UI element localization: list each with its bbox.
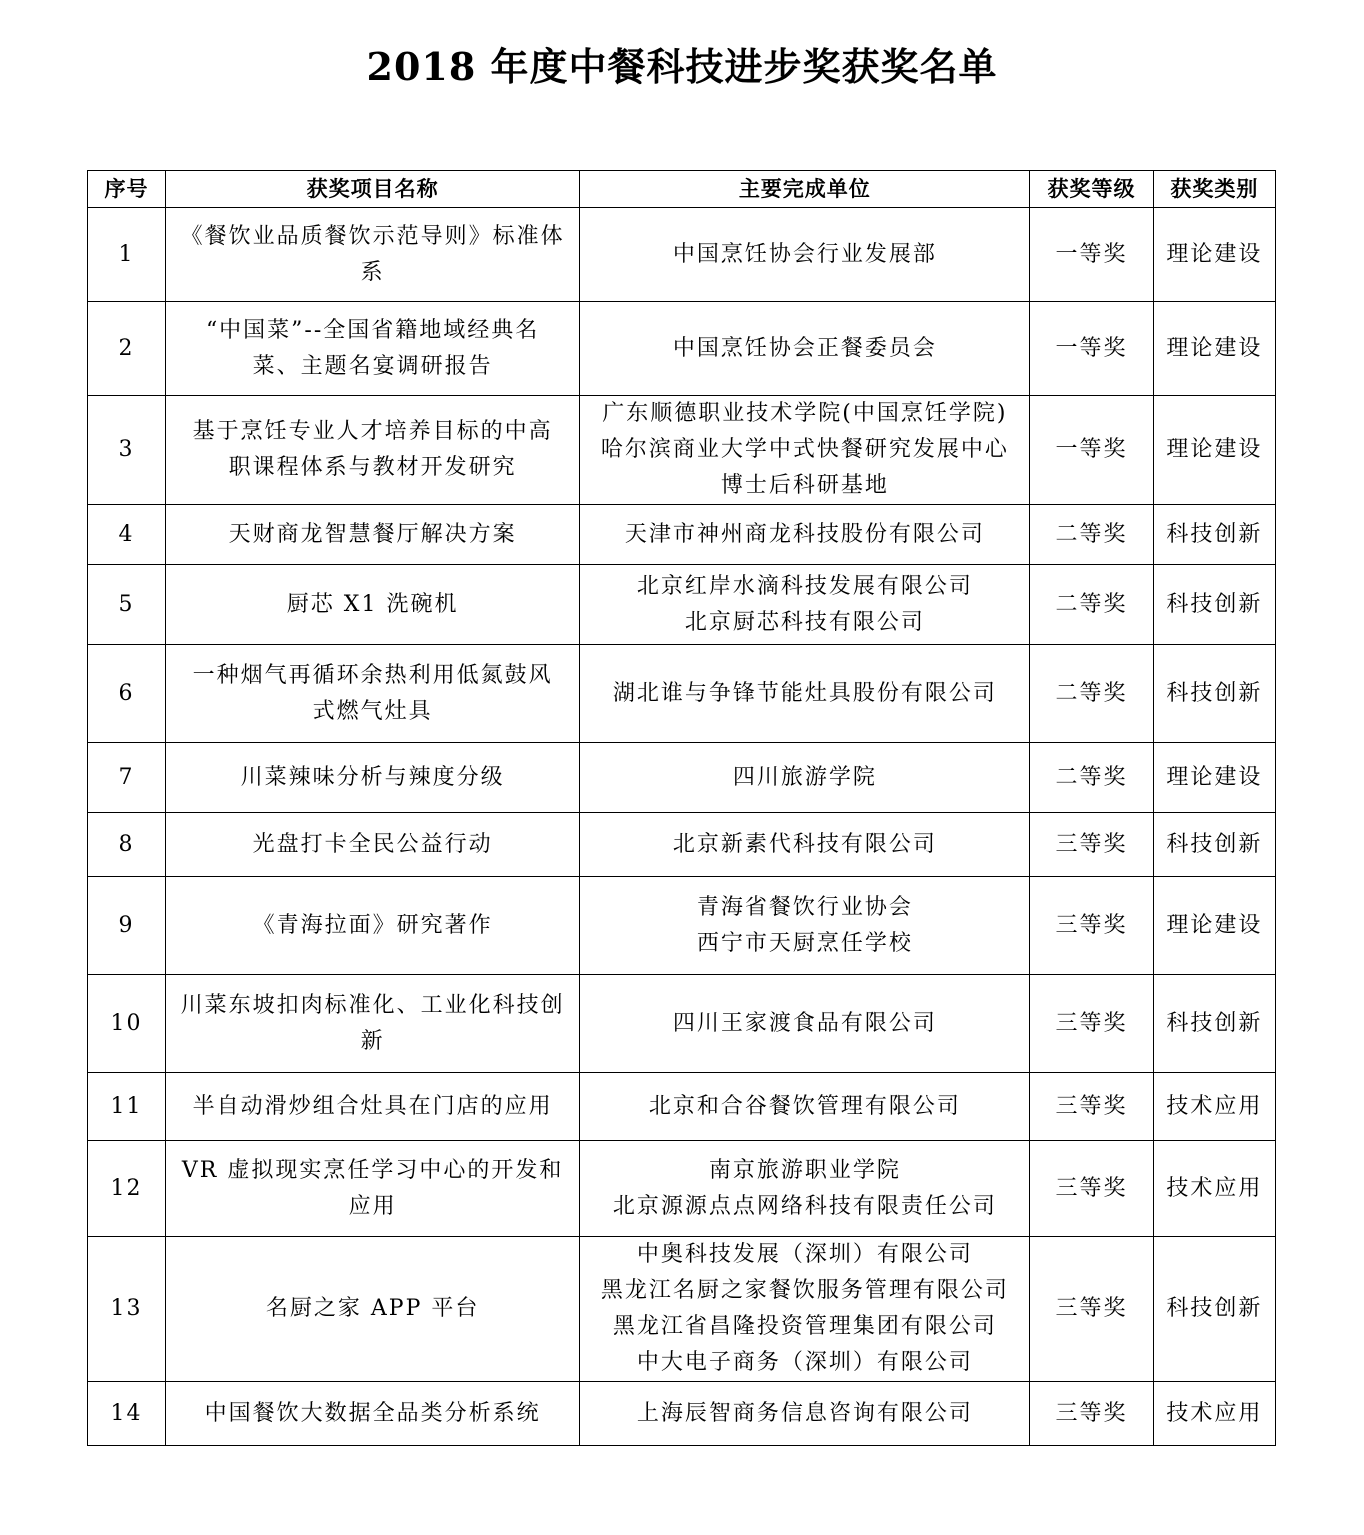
unit-cell bbox=[580, 505, 1030, 565]
row-number: 8 bbox=[88, 813, 166, 877]
unit-name-line: 哈尔滨商业大学中式快餐研究发展中心 bbox=[600, 437, 1009, 462]
project-name-line: 光盘打卡全民公益行动 bbox=[252, 831, 493, 857]
table-row bbox=[88, 1237, 1276, 1382]
project-name-line: 应用 bbox=[348, 1193, 397, 1219]
award-category: 技术应用 bbox=[1153, 1073, 1275, 1141]
unit-cell bbox=[580, 208, 1030, 302]
unit-name-line: 中大电子商务（深圳）有限公司 bbox=[636, 1350, 973, 1375]
award-category: 科技创新 bbox=[1153, 505, 1275, 565]
award-level: 一等奖 bbox=[1030, 208, 1153, 302]
project-name-cell bbox=[166, 1073, 580, 1141]
header-level: 获奖等级 bbox=[1030, 171, 1153, 208]
unit-name-line: 中国烹饪协会行业发展部 bbox=[672, 241, 937, 267]
table-body bbox=[88, 208, 1276, 1446]
project-name-line: 川菜辣味分析与辣度分级 bbox=[240, 764, 505, 790]
project-name-cell bbox=[166, 1141, 580, 1237]
project-name-line: 《餐饮业品质餐饮示范导则》标准体 bbox=[180, 223, 565, 249]
project-name-line: 职课程体系与教材开发研究 bbox=[228, 455, 517, 480]
unit-name-line: 北京和合谷餐饮管理有限公司 bbox=[648, 1093, 961, 1119]
row-number: 7 bbox=[88, 743, 166, 813]
unit-name-line: 黑龙江省昌隆投资管理集团有限公司 bbox=[612, 1314, 997, 1339]
row-number: 6 bbox=[88, 645, 166, 743]
award-category: 科技创新 bbox=[1153, 565, 1275, 645]
project-name-line: 半自动滑炒组合灶具在门店的应用 bbox=[192, 1093, 553, 1119]
unit-name-line: 博士后科研基地 bbox=[720, 473, 889, 498]
award-level: 二等奖 bbox=[1030, 743, 1153, 813]
award-category: 理论建设 bbox=[1153, 743, 1275, 813]
project-name-line: 式燃气灶具 bbox=[312, 698, 433, 724]
project-name-line: 天财商龙智慧餐厅解决方案 bbox=[228, 521, 517, 547]
award-level: 三等奖 bbox=[1030, 877, 1153, 975]
award-category: 理论建设 bbox=[1153, 302, 1275, 396]
project-name-line: “中国菜”--全国省籍地域经典名 bbox=[205, 317, 540, 343]
awards-table bbox=[87, 170, 1276, 1446]
project-name-line: 新 bbox=[360, 1028, 385, 1054]
row-number: 10 bbox=[88, 975, 166, 1073]
unit-name-line: 南京旅游职业学院 bbox=[708, 1157, 901, 1183]
award-level: 一等奖 bbox=[1030, 396, 1153, 505]
table-row bbox=[88, 1141, 1276, 1237]
unit-cell bbox=[580, 396, 1030, 505]
table-row bbox=[88, 975, 1276, 1073]
unit-name-line: 青海省餐饮行业协会 bbox=[696, 894, 913, 920]
table-row bbox=[88, 1382, 1276, 1446]
award-level: 三等奖 bbox=[1030, 1237, 1153, 1382]
table-row bbox=[88, 565, 1276, 645]
table-row bbox=[88, 743, 1276, 813]
unit-name-line: 天津市神州商龙科技股份有限公司 bbox=[624, 521, 985, 547]
award-category: 理论建设 bbox=[1153, 396, 1275, 505]
award-level: 三等奖 bbox=[1030, 1073, 1153, 1141]
award-level: 三等奖 bbox=[1030, 975, 1153, 1073]
unit-name-line: 黑龙江名厨之家餐饮服务管理有限公司 bbox=[600, 1278, 1009, 1303]
unit-cell bbox=[580, 1237, 1030, 1382]
project-name-line: 基于烹饪专业人才培养目标的中高 bbox=[192, 419, 553, 444]
project-name-cell bbox=[166, 877, 580, 975]
unit-name-line: 中奥科技发展（深圳）有限公司 bbox=[636, 1242, 973, 1267]
unit-name-line: 北京红岸水滴科技发展有限公司 bbox=[636, 573, 973, 599]
project-name-line: 厨芯 X1 洗碗机 bbox=[286, 591, 459, 617]
award-category: 理论建设 bbox=[1153, 877, 1275, 975]
unit-cell bbox=[580, 877, 1030, 975]
award-category: 理论建设 bbox=[1153, 208, 1275, 302]
table-row bbox=[88, 396, 1276, 505]
project-name-cell bbox=[166, 505, 580, 565]
award-category: 技术应用 bbox=[1153, 1382, 1275, 1446]
table-row bbox=[88, 1073, 1276, 1141]
header-no: 序号 bbox=[88, 171, 166, 208]
header-category: 获奖类别 bbox=[1153, 171, 1275, 208]
unit-cell bbox=[580, 1073, 1030, 1141]
row-number: 14 bbox=[88, 1382, 166, 1446]
row-number: 1 bbox=[88, 208, 166, 302]
unit-cell bbox=[580, 975, 1030, 1073]
award-category: 科技创新 bbox=[1153, 645, 1275, 743]
row-number: 12 bbox=[88, 1141, 166, 1237]
project-name-cell bbox=[166, 1237, 580, 1382]
unit-cell bbox=[580, 1382, 1030, 1446]
table-header bbox=[88, 171, 1276, 208]
table-row bbox=[88, 645, 1276, 743]
header-project: 获奖项目名称 bbox=[166, 171, 580, 208]
unit-cell bbox=[580, 565, 1030, 645]
project-name-cell bbox=[166, 302, 580, 396]
unit-cell bbox=[580, 1141, 1030, 1237]
project-name-line: 名厨之家 APP 平台 bbox=[265, 1296, 480, 1321]
project-name-cell bbox=[166, 565, 580, 645]
table-row bbox=[88, 505, 1276, 565]
award-level: 三等奖 bbox=[1030, 813, 1153, 877]
unit-cell bbox=[580, 302, 1030, 396]
award-level: 二等奖 bbox=[1030, 645, 1153, 743]
award-level: 一等奖 bbox=[1030, 302, 1153, 396]
unit-name-line: 北京新素代科技有限公司 bbox=[672, 831, 937, 857]
project-name-line: 菜、主题名宴调研报告 bbox=[252, 353, 493, 379]
header-unit: 主要完成单位 bbox=[580, 171, 1030, 208]
unit-cell bbox=[580, 645, 1030, 743]
row-number: 2 bbox=[88, 302, 166, 396]
unit-name-line: 北京源源点点网络科技有限责任公司 bbox=[612, 1193, 997, 1219]
row-number: 13 bbox=[88, 1237, 166, 1382]
project-name-line: VR 虚拟现实烹任学习中心的开发和 bbox=[181, 1157, 564, 1183]
unit-name-line: 北京厨芯科技有限公司 bbox=[684, 609, 925, 635]
project-name-cell bbox=[166, 975, 580, 1073]
table-row bbox=[88, 302, 1276, 396]
project-name-cell bbox=[166, 645, 580, 743]
row-number: 4 bbox=[88, 505, 166, 565]
unit-name-line: 上海辰智商务信息咨询有限公司 bbox=[636, 1400, 973, 1426]
unit-name-line: 中国烹饪协会正餐委员会 bbox=[672, 335, 937, 361]
table-row bbox=[88, 877, 1276, 975]
award-category: 科技创新 bbox=[1153, 1237, 1275, 1382]
unit-name-line: 广东顺德职业技术学院(中国烹饪学院) bbox=[602, 401, 1008, 426]
unit-name-line: 四川王家渡食品有限公司 bbox=[672, 1010, 937, 1036]
unit-name-line: 西宁市天厨烹任学校 bbox=[696, 930, 913, 956]
project-name-line: 中国餐饮大数据全品类分析系统 bbox=[204, 1400, 541, 1426]
project-name-cell bbox=[166, 1382, 580, 1446]
award-level: 三等奖 bbox=[1030, 1382, 1153, 1446]
project-name-cell bbox=[166, 743, 580, 813]
project-name-line: 系 bbox=[360, 259, 385, 285]
page-title: 2018 年度中餐科技进步奖获奖名单 bbox=[366, 44, 998, 89]
row-number: 5 bbox=[88, 565, 166, 645]
unit-name-line: 四川旅游学院 bbox=[732, 764, 877, 790]
unit-cell bbox=[580, 743, 1030, 813]
award-level: 二等奖 bbox=[1030, 505, 1153, 565]
project-name-line: 川菜东坡扣肉标准化、工业化科技创 bbox=[180, 992, 565, 1018]
row-number: 9 bbox=[88, 877, 166, 975]
award-level: 三等奖 bbox=[1030, 1141, 1153, 1237]
unit-cell bbox=[580, 813, 1030, 877]
table-row bbox=[88, 813, 1276, 877]
project-name-cell bbox=[166, 396, 580, 505]
unit-name-line: 湖北谁与争锋节能灶具股份有限公司 bbox=[612, 680, 997, 706]
table-row bbox=[88, 208, 1276, 302]
project-name-line: 一种烟气再循环余热利用低氮鼓风 bbox=[192, 662, 553, 688]
row-number: 11 bbox=[88, 1073, 166, 1141]
project-name-cell bbox=[166, 813, 580, 877]
project-name-line: 《青海拉面》研究著作 bbox=[252, 912, 493, 938]
row-number: 3 bbox=[88, 396, 166, 505]
award-category: 科技创新 bbox=[1153, 813, 1275, 877]
award-category: 技术应用 bbox=[1153, 1141, 1275, 1237]
award-category: 科技创新 bbox=[1153, 975, 1275, 1073]
award-level: 二等奖 bbox=[1030, 565, 1153, 645]
header-row bbox=[88, 171, 1276, 208]
project-name-cell bbox=[166, 208, 580, 302]
